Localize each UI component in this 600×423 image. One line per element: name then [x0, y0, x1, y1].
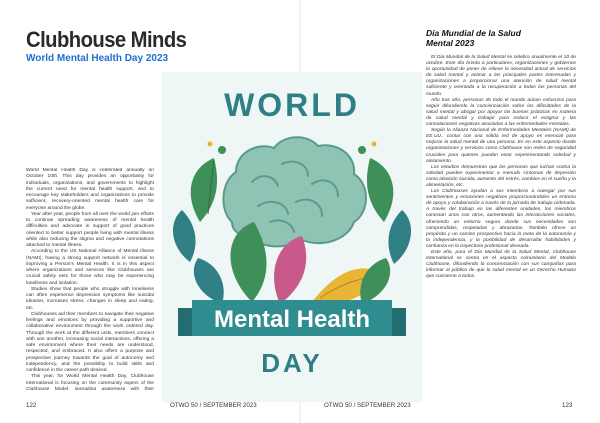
- spanish-heading: Día Mundial de la Salud Mental 2023: [426, 28, 521, 48]
- paragraph: World Mental Health Day is celebrated annually on October 10th. This day provides an opportunity for individuals, organizations, and governments to highlight the current need for mental health support, and to encourage key stakeholders and organizations to provide sufficient, recovery-oriented mental health care for everyone around the globe.: [26, 168, 154, 211]
- english-article-column: [26, 168, 154, 390]
- paragraph: Este año, para el Día Mundial de la Salud Mental, Clubhouse International se centra en el aspecto comunitario del Modelo Clubhouse, difundiendo la concienciación con sus campañas para informar al público de que la salud mental es un Derecho Humano que concierne a todos.: [426, 250, 576, 280]
- paragraph: According to the US National Alliance of Mental Illness (NAMI), having a strong support network is essential to improving a Person's Mental Health. It is in this aspect where organizations and services like Clubhouses are crucial safety nets for those who may be experiencing loneliness and isolation.: [26, 249, 154, 286]
- paragraph: Año tras año, personas de todo el mundo aúnan esfuerzos para seguir difundiendo la concienciación sobre las dificultades de la salud mental y abogar por apoyar las buenas prácticas en materia de salud mental y trabajar para reducir el estigma y las connotaciones negativas asociadas a las enfermedades mentales.: [426, 97, 576, 128]
- masthead-title: Clubhouse Minds: [26, 27, 187, 52]
- poster-world-label: WORLD: [224, 87, 360, 123]
- poster-illustration: [162, 72, 422, 402]
- article-subtitle: World Mental Health Day 2023: [26, 53, 169, 64]
- poster-mental-health-label: Mental Health: [213, 306, 371, 333]
- page-number-left: 122: [26, 402, 37, 409]
- issue-footer-right: OTWO 50 / SEPTEMBER 2023: [324, 402, 411, 409]
- issue-footer-left: OTWO 50 / SEPTEMBER 2023: [170, 402, 257, 409]
- paragraph: Según la Alianza Nacional de Enfermedades Mentales (NAMI) de EE.UU., contar con una sólida red de apoyo es esencial para mejorar la salud mental de una persona. Es en este aspecto donde organizaciones y servicios como Clubhouse son redes de seguridad cruciales para quienes puedan estar experimentando soledad y aislamiento.: [426, 128, 576, 164]
- paragraph: Los estudios demuestran que las personas que luchan contra la soledad pueden experimentar a menudo síntomas de depresión como ideación suicida, aumento del estrés, cambios en el sueño y la alimentación, etc.: [426, 164, 576, 188]
- poster-day-label: DAY: [261, 348, 323, 378]
- paragraph: Clubhouses aid their members to navigate their negative feelings and emotions by providing a supportive and collaborative environment through the work ordered day. Through the work at the different units, members connect with one another, increasing social interactions, offering a safe environment where their needs are understood, respected, and embraced. It also offers a purpose and prospective journey towards the goal of autonomy and independency, and the possibility to build skills and confidence in the career path desired.: [26, 311, 154, 373]
- paragraph: El Día Mundial de la Salud Mental se celebra anualmente el 10 de octubre. Este día brinda a particulares, organizaciones y gobiernos la oportunidad de poner de relieve la necesidad actual de servicios de salud mental y animar a las principales partes interesadas y organizaciones a proporcionar una atención de salud mental suficiente y orientada a la recuperación a todas las personas del mundo.: [426, 55, 576, 97]
- spanish-article-column: [426, 28, 576, 388]
- paragraph: Los Clubhouses ayudan a sus miembros a navegar por sus sentimientos y emociones negativos proporcionándoles un entorno de apoyo y colaboración a través de la jornada de trabajo ordenada. A través del trabajo en las diferentes unidades, los miembros conectan unos con otros, aumentando las interacciones sociales, ofreciendo un entorno seguro donde sus necesidades son comprendidas, respetadas y abrazadas. También ofrece un propósito y un camino prospectivo hacia la meta de la autonomía y la independencia, y la posibilidad de desarrollar habilidades y confianza en la trayectoria profesional deseada.: [426, 189, 576, 249]
- title-banner: [178, 300, 406, 336]
- page-number-right: 123: [562, 402, 573, 409]
- world-mental-health-day-poster: [162, 72, 422, 402]
- paragraph: This year, for World Mental Health Day, Clubhouse International is focusing on the community aspect of the Clubhouse Model, spreading awareness with their: [26, 374, 154, 390]
- paragraph: Studies show that people who struggle with loneliness can often experience depression symptoms like suicidal ideation, increases stress, changes in sleep and eating, etc.: [26, 286, 154, 311]
- paragraph: Year after year, people from all over the world join efforts to continue spreading awareness of mental health difficulties and advocate in support of good practices oriented to better support people living with mental illness while also reducing the stigma and negative connotations attached to mental illness.: [26, 211, 154, 248]
